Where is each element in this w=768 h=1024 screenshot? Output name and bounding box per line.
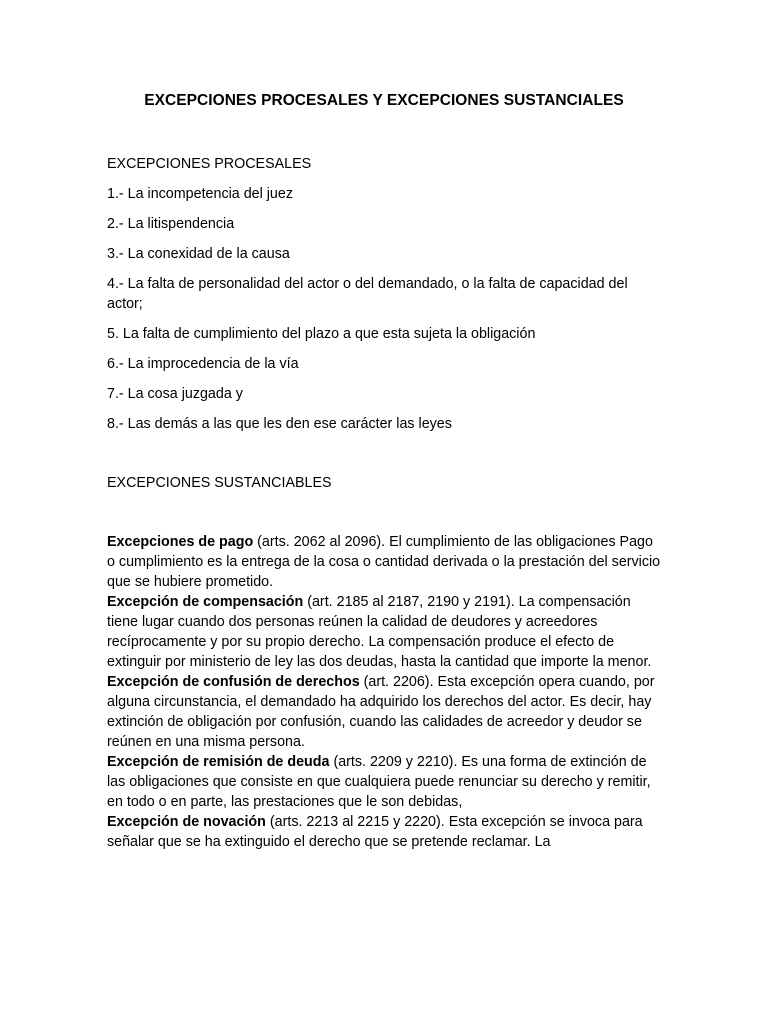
document-body: [107, 154, 663, 852]
paragraph-remision: [107, 752, 663, 812]
term-description: (art. 2206). Esta excepción opera cuando, por alguna circunstancia, el demandado ha adquirido los derechos del actor. Es decir, hay extinción de obligación por confusión, cuando las calidades de acreedor y deudor se reúnen en una misma persona.: [107, 674, 655, 750]
term-label: Excepción de confusión de derechos: [107, 674, 360, 690]
list-item: 8.- Las demás a las que les den ese carácter las leyes: [107, 416, 452, 432]
list-item: 5. La falta de cumplimiento del plazo a que esta sujeta la obligación: [107, 326, 536, 342]
term-label: Excepción de remisión de deuda: [107, 754, 330, 770]
document-title: EXCEPCIONES PROCESALES Y EXCEPCIONES SUSTANCIALES: [144, 92, 624, 109]
term-description: (art. 2185 al 2187, 2190 y 2191). La compensación tiene lugar cuando dos personas reúnen la calidad de deudores y acreedores recíprocamente y por su propio derecho. La compensación produce el efecto de extinguir por ministerio de ley las dos deudas, hasta la cantidad que importe la menor.: [107, 594, 652, 670]
paragraph-novacion: [107, 812, 663, 852]
procesales-heading: EXCEPCIONES PROCESALES: [107, 156, 312, 172]
paragraph-compensacion: [107, 592, 663, 672]
term-label: Excepción de compensación: [107, 594, 304, 610]
list-item: 3.- La conexidad de la causa: [107, 246, 290, 262]
paragraph-confusion: [107, 672, 663, 752]
list-item: 7.- La cosa juzgada y: [107, 386, 243, 402]
procesales-list: [107, 184, 663, 434]
list-item: 1.- La incompetencia del juez: [107, 186, 293, 202]
term-label: Excepción de novación: [107, 814, 266, 830]
sustanciales-heading: EXCEPCIONES SUSTANCIABLES: [107, 475, 332, 491]
list-item: 6.- La improcedencia de la vía: [107, 356, 299, 372]
term-label: Excepciones de pago: [107, 534, 254, 550]
list-item: 2.- La litispendencia: [107, 216, 235, 232]
term-description: (arts. 2062 al 2096). El cumplimiento de las obligaciones Pago o cumplimiento es la entrega de la cosa o cantidad derivada o la prestación del servicio que se hubiere prometido.: [107, 534, 661, 590]
list-item: 4.- La falta de personalidad del actor o del demandado, o la falta de capacidad del actor;: [107, 276, 628, 312]
term-description: (arts. 2209 y 2210). Es una forma de extinción de las obligaciones que consiste en que cualquiera puede renunciar su derecho y remitir, en todo o en parte, las prestaciones que le son debidas,: [107, 754, 651, 810]
paragraph-pago: [107, 532, 663, 592]
sustanciales-list: [107, 532, 663, 852]
term-description: (arts. 2213 al 2215 y 2220). Esta excepción se invoca para señalar que se ha extinguido el derecho que se pretende reclamar. La: [107, 814, 643, 850]
